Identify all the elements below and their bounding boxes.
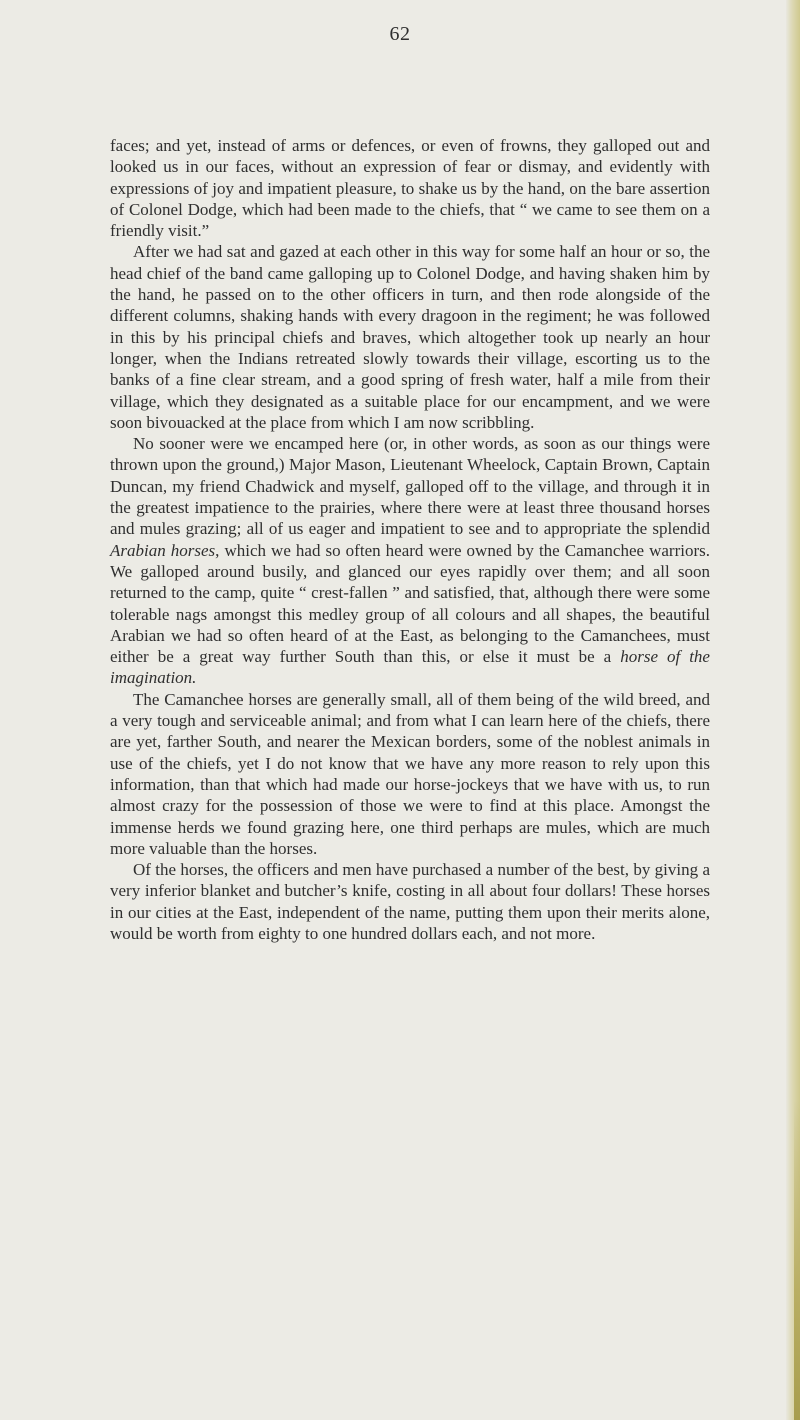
italic-phrase: horse of the imagination. xyxy=(110,647,710,688)
text-run: The Camanchee horses are generally small, all of them being of the wild breed, and a very tough and serviceable animal; and from what I can learn here of the chiefs, there are yet, farther South, and nearer the Mexican borders, some of the noblest animals in use of the chiefs, yet I do not know that we have any more reason to rely upon this information, than that which had made our horse-jockeys that we have with us, to run almost crazy for the possession of those we were to find at this place. Amongst the immense herds we found grazing here, one third perhaps are mules, which are much more valuable than the horses. xyxy=(110,689,710,858)
paragraph-4 xyxy=(110,689,710,859)
text-run: Of the horses, the officers and men have purchased a number of the best, by giving a very inferior blanket and butcher’s knife, costing in all about four dollars! These horses in our cities at the East, independent of the name, putting them upon their merits alone, would be worth from eighty to one hundred dollars each, and not more. xyxy=(110,860,710,943)
page-edge-stain xyxy=(794,1100,800,1420)
italic-phrase: Arabian horses xyxy=(110,540,216,560)
page-number: 62 xyxy=(389,23,411,45)
text-run: No sooner were we encamped here (or, in other words, as soon as our things were thrown upon the ground,) Major Mason, Lieutenant Wheelock, Captain Brown, Captain Duncan, my friend Chadwick and myself, galloped off to the village, and through it in the greatest impatience to the prairies, where there were at least three thousand horses and mules grazing; all of us eager and impatient to see and to appropriate the splendid xyxy=(110,434,710,539)
paragraph-5 xyxy=(110,859,710,944)
text-run: , which we had so often heard were owned by the Camanchee warriors. We galloped around busily, and glanced our eyes rapidly over them; and all soon returned to the camp, quite “ crest-fallen ” and satisfied, that, although there were some tolerable nags amongst this medley group of all colours and all shapes, the beautiful Arabian we had so often heard of at the East, as belonging to the Camanchees, must either be a great way further South than this, or else it must be a xyxy=(110,540,710,667)
text-run: After we had sat and gazed at each other in this way for some half an hour or so, the head chief of the band came galloping up to Colonel Dodge, and having shaken him by the hand, he passed on to the other officers in turn, and then rode alongside of the different columns, shaking hands with every dragoon in the regiment; he was followed in this by his principal chiefs and braves, which altogether took up nearly an hour longer, when the Indians retreated slowly towards their village, escorting us to the banks of a fine clear stream, and a good spring of fresh water, half a mile from their village, which they designated as a suitable place for our encampment, and we were soon bivouacked at the place from which I am now scribbling. xyxy=(110,242,710,432)
paragraph-3 xyxy=(110,433,710,689)
paragraph-1 xyxy=(110,135,710,241)
body-text xyxy=(110,135,710,944)
text-run: faces; and yet, instead of arms or defences, or even of frowns, they galloped out and looked us in our faces, without an expression of fear or dismay, and evidently with expressions of joy and impatient pleasure, to shake us by the hand, on the bare assertion of Colonel Dodge, which had been made to the chiefs, that “ we came to see them on a friendly visit.” xyxy=(110,136,710,241)
paragraph-2 xyxy=(110,241,710,433)
